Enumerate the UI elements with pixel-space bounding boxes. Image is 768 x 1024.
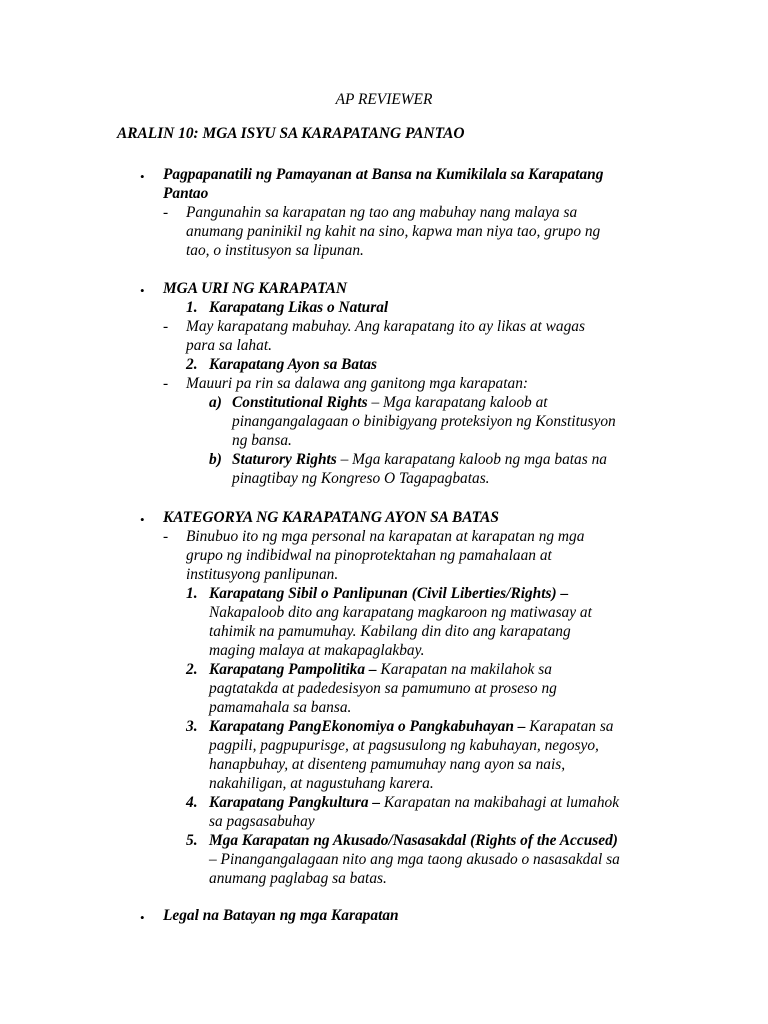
dash-marker: - — [163, 375, 169, 392]
bullet-marker: • — [140, 169, 145, 184]
document-title: AP REVIEWER — [335, 91, 433, 108]
bullet-marker: • — [140, 283, 145, 298]
term: Karapatang Pampolitika – — [209, 661, 377, 678]
text-line: Karapatan sa — [525, 718, 614, 735]
category-item — [209, 660, 557, 717]
text-line: – Mga karapatang kaloob ng mga batas na — [336, 451, 607, 468]
section-title-pagpapanatili — [163, 165, 603, 203]
text-line: pamamahala sa bansa. — [209, 699, 352, 716]
text-line: anumang paninikil ng kahit na sino, kapwa man niya tao, grupo ng — [186, 223, 601, 240]
term: Staturory Rights — [232, 451, 337, 468]
text-line: anumang paglabag sa batas. — [209, 870, 387, 887]
text-line: – Mga karapatang kaloob at — [367, 394, 548, 411]
list-number: 5. — [186, 832, 198, 849]
paragraph — [186, 527, 584, 584]
text-line: maging malaya at makapaglakbay. — [209, 642, 425, 659]
section-title-mga-uri: MGA URI NG KARAPATAN — [163, 280, 348, 297]
term: Karapatang Sibil o Panlipunan (Civil Liberties/Rights) – — [209, 585, 569, 602]
text-line: Karapatan na makilahok sa — [376, 661, 552, 678]
category-item — [209, 793, 619, 831]
list-item-title: Karapatang Likas o Natural — [209, 299, 389, 316]
list-number: 2. — [186, 661, 198, 678]
text-line: Pantao — [163, 185, 209, 202]
section-title-legal: Legal na Batayan ng mga Karapatan — [163, 907, 399, 924]
text-line: institusyong panlipunan. — [186, 566, 339, 583]
paragraph: Mauuri pa rin sa dalawa ang ganitong mga karapatan: — [186, 375, 529, 392]
text-line: May karapatang mabuhay. Ang karapatang ito ay likas at wagas — [186, 318, 585, 335]
bullet-marker: • — [140, 910, 145, 925]
section-title-kategorya: KATEGORYA NG KARAPATANG AYON SA BATAS — [163, 509, 499, 526]
term: Karapatang Pangkultura – — [209, 794, 381, 811]
list-number: 1. — [186, 585, 198, 602]
text-line: pagpili, pagpupurisge, at pagsusulong ng kabuhayan, negosyo, — [209, 737, 599, 754]
text-line: pagtatakda at padedesisyon sa pamumuno at proseso ng — [209, 680, 557, 697]
list-letter: b) — [209, 451, 222, 468]
text-line: – Pinangangalagaan nito ang mga taong akusado o nasasakdal sa — [209, 851, 620, 868]
text-line: nakahiligan, at nagustuhang karera. — [209, 775, 434, 792]
list-number: 1. — [186, 299, 198, 316]
list-number: 4. — [186, 794, 198, 811]
sub-item-statutory — [232, 450, 607, 488]
list-item-title: Karapatang Ayon sa Batas — [209, 356, 378, 373]
dash-marker: - — [163, 318, 169, 335]
text-line: Binubuo ito ng mga personal na karapatan at karapatan ng mga — [186, 528, 585, 545]
text-line: hanapbuhay, at disenteng pamumuhay nang ayon sa nais, — [209, 756, 566, 773]
text-line: tao, o institusyon sa lipunan. — [186, 242, 364, 259]
text-line: sa pagsasabuhay — [209, 813, 315, 830]
text-line: pinangangalagaan o binibigyang proteksiyon ng Konstitusyon — [232, 413, 616, 430]
text-line: Nakapaloob dito ang karapatang magkaroon ng matiwasay at — [209, 604, 592, 621]
text-line: para sa lahat. — [186, 337, 272, 354]
text-line: Pagpapanatili ng Pamayanan at Bansa na Kumikilala sa Karapatang — [163, 166, 604, 183]
list-letter: a) — [209, 394, 222, 411]
text-line: grupo ng indibidwal na pinoprotektahan ng pamahalaan at — [186, 547, 552, 564]
category-item — [209, 717, 614, 793]
dash-marker: - — [163, 204, 169, 221]
category-item — [209, 584, 592, 660]
paragraph — [186, 317, 585, 355]
text-line: Karapatan na makibahagi at lumahok — [380, 794, 620, 811]
text-line: pinagtibay ng Kongreso O Tagapagbatas. — [232, 470, 490, 487]
text-line: ng bansa. — [232, 432, 292, 449]
paragraph — [186, 203, 600, 260]
list-number: 3. — [186, 718, 198, 735]
term: Karapatang PangEkonomiya o Pangkabuhayan – — [209, 718, 526, 735]
term: Mga Karapatan ng Akusado/Nasasakdal (Rights of the Accused) — [209, 832, 618, 849]
bullet-marker: • — [140, 512, 145, 527]
text-line: Pangunahin sa karapatan ng tao ang mabuhay nang malaya sa — [186, 204, 578, 221]
dash-marker: - — [163, 528, 169, 545]
lesson-heading: ARALIN 10: MGA ISYU SA KARAPATANG PANTAO — [117, 125, 465, 142]
sub-item-constitutional — [232, 393, 616, 450]
term: Constitutional Rights — [232, 394, 368, 411]
text-line: tahimik na pamumuhay. Kabilang din dito ang karapatang — [209, 623, 571, 640]
list-number: 2. — [186, 356, 198, 373]
category-item — [209, 831, 620, 888]
